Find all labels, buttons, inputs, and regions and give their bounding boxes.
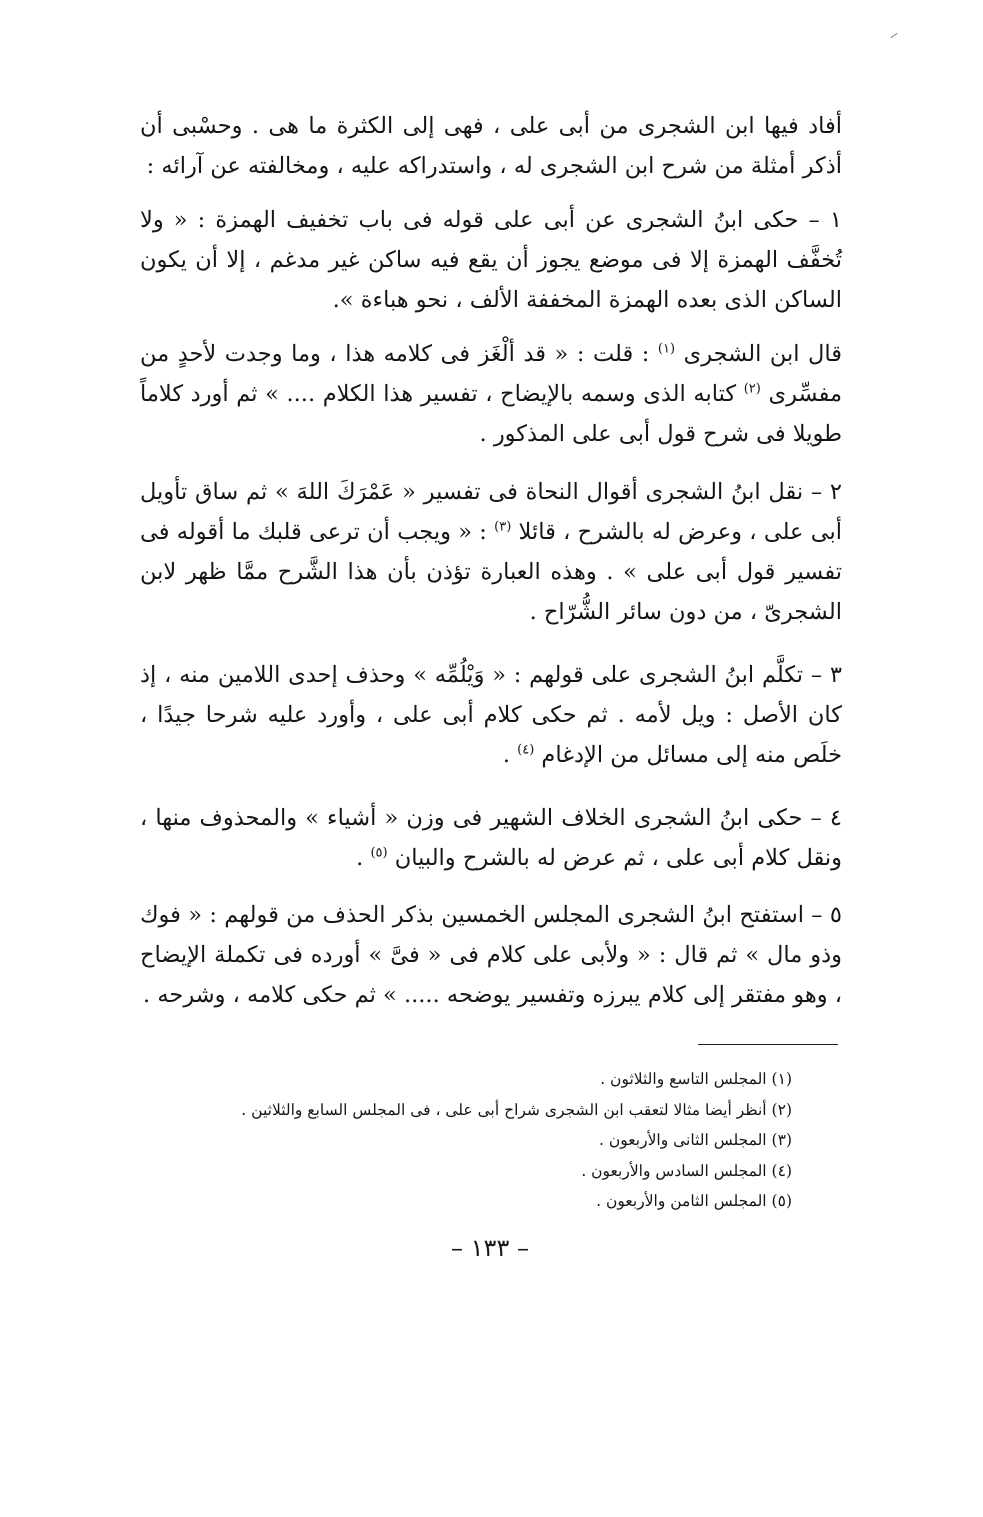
text-segment: . [502,742,510,768]
text-segment: : « ويجب أن ترعى قلبك ما أقوله فى تفسير قول أبى على » . وهذه العبارة تؤذن بأن هذا الشَّرح ممَّا ظهر لابن الشجرىّ ، من دون سائر الشُّرّاح . [140,519,842,625]
footnote-number: (٤) [771,1161,792,1180]
paragraph-text: أفاد فيها ابن الشجرى من أبى على ، فهى إلى الكثرة ما هى . وحسْبى أن أذكر أمثلة من شرح ابن الشجرى له ، واستدراكه عليه ، ومخالفته عن آرائه : [140,113,842,179]
footnote-item [180,1156,792,1187]
footnote-divider [698,1044,838,1045]
footnote-ref: (١) [657,341,676,357]
text-segment: : قلت : « قد ألْغَز فى كلامه هذا ، وما وجدت لأحدٍ من مفسِّرى [140,341,843,407]
paragraph-item-1 [140,200,842,320]
footnote-number: (١) [771,1070,792,1088]
paragraph-item-3 [140,655,842,775]
text-segment: كتابه الذى وسمه بالإيضاح ، تفسير هذا الكلام .... » ثم أورد كلاماً طويلا فى شرح قول أبى على المذكور . [140,381,842,447]
text-segment: قال ابن الشجرى [683,341,842,367]
footnotes-section [180,1064,792,1217]
paragraph-item-1-continued [140,334,842,454]
scan-mark [890,33,897,38]
footnote-number: (٣) [771,1131,792,1149]
text-segment: . [356,845,364,871]
footnote-text: المجلس التاسع والثلاثون . [600,1070,767,1088]
paragraph-item-2 [140,472,842,632]
paragraph-text: ١ – حكى ابنُ الشجرى عن أبى على قوله فى باب تخفيف الهمزة : « ولا تُخفَّف الهمزة إلا فى موضع يجوز أن يقع فيه ساكن غير مدغم ، إلا أن يكون الساكن الذى بعده الهمزة المخففة الألف ، نحو هباءة ». [140,207,842,313]
footnote-item [180,1186,792,1217]
paragraph-text [140,655,842,775]
text-segment: ٣ – تكلَّم ابنُ الشجرى على قولهم : « وَيْلُمِّه » وحذف إحدى اللامين منه ، إذ كان الأصل : ويل لأمه . ثم حكى كلام أبى على ، وأورد عليه شرحا جيدًا ، خلَص منه إلى مسائل من الإدغام [140,662,842,768]
footnote-text: المجلس الثانى والأربعون . [599,1131,767,1149]
footnote-ref: (٢) [743,381,761,397]
footnote-text: المجلس السادس والأربعون . [581,1161,767,1180]
footnote-ref: (٤) [517,742,535,758]
text-segment: ٤ – حكى ابنُ الشجرى الخلاف الشهير فى وزن « أشياء » والمحذوف منها ، ونقل كلام أبى على ، ثم عرض له بالشرح والبيان [140,805,842,871]
footnote-number: (٥) [771,1192,792,1210]
footnote-item [180,1125,792,1156]
footnote-item [180,1095,792,1126]
footnote-number: (٢) [771,1100,792,1119]
paragraph-intro [140,106,842,186]
footnote-text: المجلس الثامن والأربعون . [596,1192,767,1210]
page-number: – ١٣٣ – [451,1234,529,1262]
footnote-item [180,1064,792,1095]
paragraph-text [140,798,842,878]
paragraph-text: ٥ – استفتح ابنُ الشجرى المجلس الخمسين بذكر الحذف من قولهم : « فوك وذو مال » ثم قال : « ولأبى على كلام فى « فىَّ » أورده فى تكملة الإيضاح ، وهو مفتقر إلى كلام يبرزه وتفسير يوضحه ..... » ثم حكى كلامه ، وشرحه . [140,902,842,1008]
text-segment: ٢ – نقل ابنُ الشجرى أقوال النحاة فى تفسير « عَمْرَكَ اللهَ » ثم ساق تأويل أبى على ، وعرض له بالشرح ، قائلا [140,479,842,545]
paragraph-item-5 [140,895,842,1015]
footnote-ref: (٣) [494,519,512,535]
footnote-text: أنظر أيضا مثالا لتعقب ابن الشجرى شراح أبى على ، فى المجلس السابع والثلاثين . [241,1100,767,1119]
footnote-ref: (٥) [370,845,388,861]
paragraph-text [140,334,842,454]
paragraph-text [140,472,842,632]
paragraph-item-4 [140,798,842,878]
